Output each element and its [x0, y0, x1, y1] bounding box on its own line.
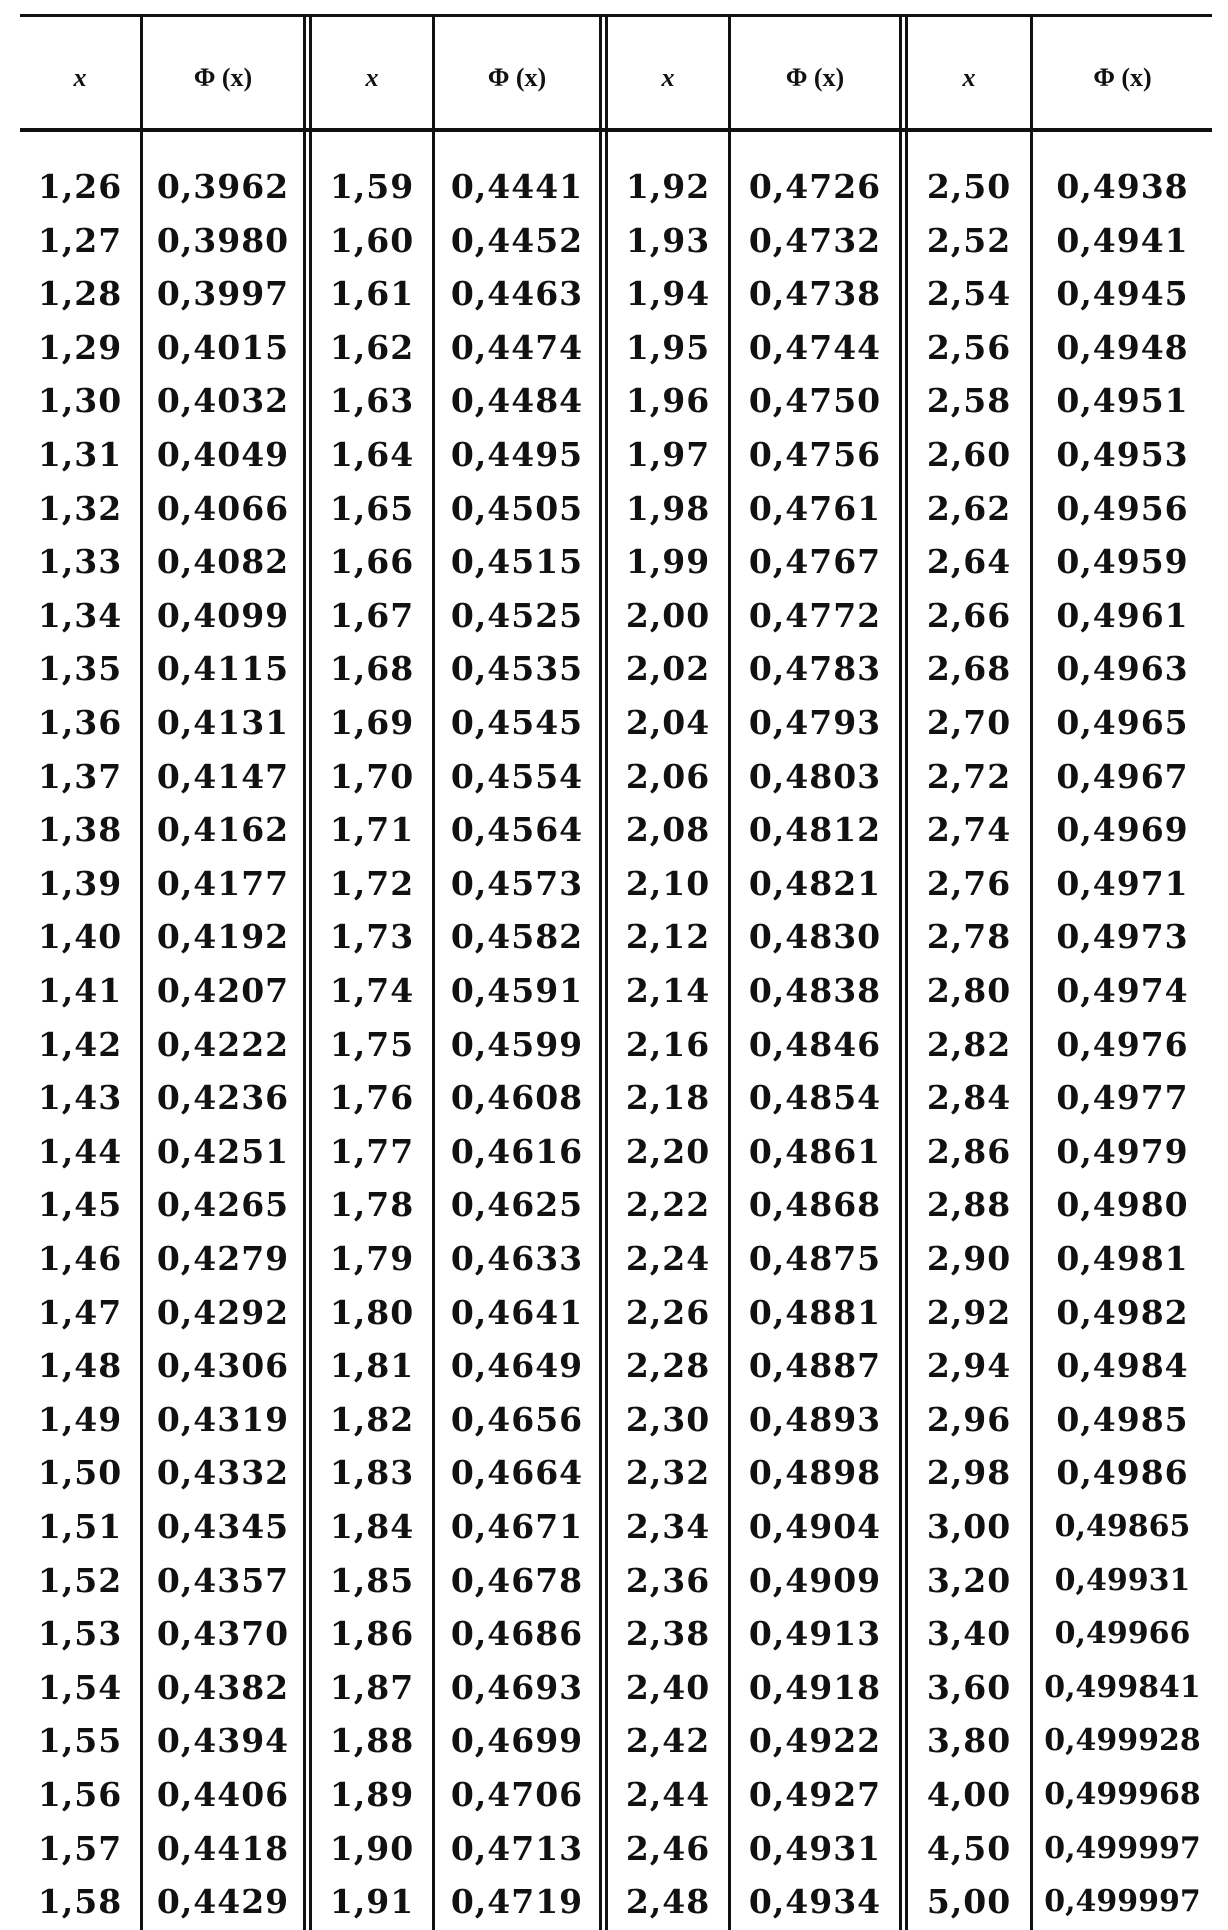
- phi-value-cell: 0,499997: [1044, 1884, 1201, 1920]
- phi-value-cell: 0,4971: [1056, 863, 1189, 903]
- phi-value-cell: 0,4319: [156, 1399, 290, 1439]
- phi-value-cell: 0,4861: [748, 1131, 882, 1171]
- phi-value-cell: 0,4177: [156, 863, 290, 903]
- x-value-cell: 2,78: [926, 917, 1012, 957]
- x-value-cell: 3,20: [926, 1560, 1012, 1600]
- x-value-cell: 2,36: [625, 1560, 711, 1600]
- x-value-cell: 2,40: [625, 1667, 711, 1707]
- phi-value-cell: 0,4671: [450, 1507, 584, 1546]
- x-value-cell: 1,37: [37, 756, 123, 796]
- phi-value-cell: 0,4394: [156, 1721, 290, 1761]
- x-value-cell: 1,96: [625, 381, 711, 421]
- x-value-cell: 2,38: [625, 1614, 711, 1654]
- phi-value-cell: 0,4608: [450, 1078, 584, 1118]
- x-value-cell: 1,70: [329, 756, 415, 796]
- phi-value-cell: 0,4887: [748, 1346, 882, 1386]
- x-value-cell: 2,20: [625, 1131, 711, 1171]
- phi-value-cell: 0,4649: [450, 1346, 584, 1386]
- phi-value-cell: 0,4713: [450, 1828, 584, 1868]
- phi-value-cell: 0,4564: [450, 810, 584, 850]
- phi-value-cell: 0,49966: [1054, 1616, 1191, 1652]
- x-value-cell: 1,46: [37, 1239, 123, 1278]
- x-value-cell: 1,27: [37, 220, 123, 260]
- x-value-cell: 1,36: [37, 703, 123, 742]
- phi-value-cell: 0,4982: [1056, 1292, 1189, 1332]
- phi-value-cell: 0,4969: [1056, 810, 1189, 850]
- phi-value-cell: 0,4934: [748, 1882, 882, 1922]
- x-value-cell: 1,32: [37, 488, 123, 528]
- header-phi: Φ (x): [1093, 63, 1152, 92]
- phi-value-cell: 0,4719: [450, 1882, 584, 1922]
- phi-value-cell: 0,4904: [748, 1507, 882, 1546]
- phi-value-cell: 0,4545: [450, 703, 584, 742]
- x-value-cell: 1,86: [329, 1614, 415, 1654]
- phi-value-cell: 0,4854: [748, 1078, 882, 1118]
- phi-value-cell: 0,4744: [748, 327, 882, 367]
- x-value-cell: 1,66: [329, 542, 415, 582]
- x-value-cell: 1,78: [329, 1185, 415, 1225]
- phi-value-cell: 0,4948: [1056, 327, 1189, 367]
- phi-value-cell: 0,4976: [1056, 1024, 1189, 1064]
- x-value-cell: 1,94: [625, 274, 711, 314]
- phi-value-cell: 0,4082: [156, 542, 290, 582]
- x-value-cell: 1,83: [329, 1453, 415, 1493]
- x-value-cell: 2,16: [625, 1024, 711, 1064]
- x-value-cell: 1,64: [329, 435, 415, 474]
- x-value-cell: 1,31: [37, 435, 123, 474]
- phi-value-cell: 0,4131: [156, 703, 290, 742]
- phi-value-cell: 0,4951: [1056, 381, 1189, 421]
- phi-value-cell: 0,4732: [748, 220, 882, 260]
- x-value-cell: 1,89: [329, 1775, 415, 1814]
- x-value-cell: 4,00: [926, 1775, 1012, 1814]
- x-value-cell: 1,48: [37, 1346, 123, 1386]
- phi-value-cell: 0,4893: [748, 1399, 882, 1439]
- x-value-cell: 2,44: [625, 1775, 711, 1814]
- phi-value-cell: 0,4382: [156, 1667, 290, 1707]
- phi-value-cell: 0,4236: [156, 1078, 290, 1118]
- x-value-cell: 1,41: [37, 971, 123, 1010]
- x-value-cell: 2,70: [926, 703, 1012, 742]
- header-phi: Φ (x): [193, 63, 253, 92]
- x-value-cell: 1,69: [329, 703, 415, 742]
- x-value-cell: 2,02: [625, 649, 711, 689]
- phi-value-cell: 0,4265: [156, 1185, 290, 1225]
- phi-value-cell: 0,4918: [748, 1667, 882, 1707]
- top-rule: [20, 14, 1212, 17]
- x-value-cell: 1,58: [37, 1882, 123, 1922]
- x-value-cell: 5,00: [926, 1882, 1012, 1922]
- x-value-cell: 2,68: [926, 649, 1012, 689]
- phi-value-cell: 0,4345: [156, 1507, 290, 1546]
- x-value-cell: 2,00: [625, 595, 711, 635]
- phi-value-cell: 0,4793: [748, 703, 882, 742]
- x-value-cell: 3,80: [926, 1721, 1012, 1761]
- phi-value-cell: 0,4838: [748, 971, 882, 1010]
- x-value-cell: 2,22: [625, 1185, 711, 1225]
- x-value-cell: 1,98: [625, 488, 711, 528]
- phi-value-cell: 0,4525: [450, 595, 584, 635]
- x-value-cell: 1,34: [37, 595, 123, 635]
- phi-value-cell: 0,4699: [450, 1721, 584, 1761]
- x-value-cell: 1,65: [329, 488, 415, 528]
- x-value-cell: 1,61: [329, 274, 415, 314]
- x-value-cell: 1,45: [37, 1185, 123, 1225]
- x-value-cell: 2,08: [625, 810, 711, 850]
- x-value-cell: 1,84: [329, 1507, 415, 1546]
- phi-value-cell: 0,49865: [1054, 1509, 1191, 1544]
- phi-value-cell: 0,4977: [1056, 1078, 1189, 1118]
- header-x: x: [962, 63, 976, 92]
- phi-value-cell: 0,4279: [156, 1239, 290, 1278]
- x-value-cell: 1,44: [37, 1131, 123, 1171]
- x-value-cell: 2,80: [926, 971, 1012, 1010]
- phi-value-cell: 0,4066: [156, 488, 290, 528]
- phi-value-cell: 0,4821: [748, 863, 882, 903]
- phi-value-cell: 0,4357: [156, 1560, 290, 1600]
- x-value-cell: 1,57: [37, 1828, 123, 1868]
- group-divider: [899, 16, 902, 1930]
- phi-value-cell: 0,4693: [450, 1667, 584, 1707]
- x-value-cell: 2,58: [926, 381, 1012, 421]
- x-value-cell: 1,71: [329, 810, 415, 850]
- phi-value-cell: 0,4881: [748, 1292, 882, 1332]
- x-value-cell: 2,12: [625, 917, 711, 957]
- phi-value-cell: 0,4875: [748, 1239, 882, 1278]
- phi-value-cell: 0,4945: [1056, 274, 1189, 314]
- x-value-cell: 1,42: [37, 1024, 123, 1064]
- x-value-cell: 1,28: [37, 274, 123, 314]
- x-value-cell: 1,79: [329, 1239, 415, 1278]
- phi-value-cell: 0,4664: [450, 1453, 584, 1493]
- phi-value-cell: 0,4032: [156, 381, 290, 421]
- phi-value-cell: 0,4767: [748, 542, 882, 582]
- phi-value-cell: 0,4868: [748, 1185, 882, 1225]
- phi-value-cell: 0,4959: [1056, 542, 1189, 582]
- x-value-cell: 2,82: [926, 1024, 1012, 1064]
- phi-value-cell: 0,4429: [156, 1882, 290, 1922]
- x-value-cell: 1,67: [329, 595, 415, 635]
- x-value-cell: 1,81: [329, 1346, 415, 1386]
- phi-value-cell: 0,4973: [1056, 917, 1189, 957]
- phi-value-cell: 0,4726: [748, 167, 882, 206]
- group-divider: [303, 16, 306, 1930]
- phi-value-cell: 0,4505: [450, 488, 584, 528]
- x-value-cell: 2,18: [625, 1078, 711, 1118]
- phi-value-cell: 0,4783: [748, 649, 882, 689]
- x-value-cell: 2,60: [926, 435, 1012, 474]
- phi-value-cell: 0,4463: [450, 274, 584, 314]
- phi-value-cell: 0,4207: [156, 971, 290, 1010]
- phi-value-cell: 0,4306: [156, 1346, 290, 1386]
- phi-value-cell: 0,4967: [1056, 756, 1189, 796]
- x-value-cell: 2,92: [926, 1292, 1012, 1332]
- phi-value-cell: 0,4750: [748, 381, 882, 421]
- phi-value-cell: 0,4981: [1056, 1239, 1189, 1278]
- x-value-cell: 1,52: [37, 1560, 123, 1600]
- x-value-cell: 1,63: [329, 381, 415, 421]
- x-value-cell: 1,72: [329, 863, 415, 903]
- phi-value-cell: 0,4633: [450, 1239, 584, 1278]
- x-value-cell: 2,34: [625, 1507, 711, 1546]
- x-value-cell: 2,72: [926, 756, 1012, 796]
- header-phi: Φ (x): [785, 63, 845, 92]
- x-value-cell: 1,75: [329, 1024, 415, 1064]
- phi-value-cell: 0,4115: [156, 649, 290, 689]
- phi-value-cell: 0,4332: [156, 1453, 290, 1493]
- x-value-cell: 1,40: [37, 917, 123, 957]
- x-value-cell: 1,60: [329, 220, 415, 260]
- phi-value-cell: 0,4965: [1056, 703, 1189, 742]
- phi-value-cell: 0,3962: [156, 167, 290, 206]
- phi-value-cell: 0,499928: [1044, 1723, 1201, 1759]
- phi-value-cell: 0,4922: [748, 1721, 882, 1761]
- phi-value-cell: 0,4913: [748, 1614, 882, 1654]
- header-x: x: [661, 63, 675, 92]
- phi-value-cell: 0,4686: [450, 1614, 584, 1654]
- phi-value-cell: 0,4515: [450, 542, 584, 582]
- phi-value-cell: 0,4953: [1056, 435, 1189, 474]
- phi-value-cell: 0,4738: [748, 274, 882, 314]
- phi-value-cell: 0,4961: [1056, 595, 1189, 635]
- phi-value-cell: 0,4582: [450, 917, 584, 957]
- phi-value-cell: 0,4495: [450, 435, 584, 474]
- x-value-cell: 1,43: [37, 1078, 123, 1118]
- phi-value-cell: 0,4898: [748, 1453, 882, 1493]
- phi-value-cell: 0,4941: [1056, 220, 1189, 260]
- phi-value-cell: 0,499997: [1044, 1830, 1201, 1866]
- x-value-cell: 1,38: [37, 810, 123, 850]
- phi-value-cell: 0,4147: [156, 756, 290, 796]
- x-value-cell: 1,33: [37, 542, 123, 582]
- phi-value-cell: 0,4956: [1056, 488, 1189, 528]
- x-value-cell: 1,80: [329, 1292, 415, 1332]
- phi-value-cell: 0,3997: [156, 274, 290, 314]
- phi-value-cell: 0,4099: [156, 595, 290, 635]
- x-value-cell: 1,53: [37, 1614, 123, 1654]
- x-value-cell: 1,49: [37, 1399, 123, 1439]
- phi-value-cell: 0,4985: [1056, 1399, 1189, 1439]
- x-value-cell: 2,76: [926, 863, 1012, 903]
- x-value-cell: 2,74: [926, 810, 1012, 850]
- phi-value-cell: 0,4015: [156, 327, 290, 367]
- phi-value-cell: 0,4406: [156, 1775, 290, 1814]
- phi-value-cell: 0,4931: [748, 1828, 882, 1868]
- phi-value-cell: 0,4846: [748, 1024, 882, 1064]
- x-value-cell: 2,66: [926, 595, 1012, 635]
- x-value-cell: 1,56: [37, 1775, 123, 1814]
- phi-value-cell: 0,4049: [156, 435, 290, 474]
- phi-value-cell: 0,4984: [1056, 1346, 1189, 1386]
- phi-value-cell: 0,4418: [156, 1828, 290, 1868]
- x-value-cell: 1,55: [37, 1721, 123, 1761]
- phi-value-cell: 0,4441: [450, 167, 584, 206]
- phi-value-cell: 0,4452: [450, 220, 584, 260]
- x-value-cell: 2,88: [926, 1185, 1012, 1225]
- phi-value-cell: 0,4591: [450, 971, 584, 1010]
- phi-value-cell: 0,4772: [748, 595, 882, 635]
- x-value-cell: 2,48: [625, 1882, 711, 1922]
- header-rule: [20, 128, 1212, 132]
- phi-value-cell: 0,4474: [450, 327, 584, 367]
- header-x: x: [73, 63, 87, 92]
- x-value-cell: 1,30: [37, 381, 123, 421]
- phi-value-cell: 0,3980: [156, 220, 290, 260]
- x-value-cell: 2,54: [926, 274, 1012, 314]
- phi-value-cell: 0,4974: [1056, 971, 1189, 1010]
- x-value-cell: 2,84: [926, 1078, 1012, 1118]
- x-value-cell: 3,60: [926, 1667, 1012, 1707]
- group-divider: [599, 16, 602, 1930]
- phi-value-cell: 0,4678: [450, 1560, 584, 1600]
- x-value-cell: 1,35: [37, 649, 123, 689]
- x-value-cell: 2,52: [926, 220, 1012, 260]
- x-value-cell: 1,91: [329, 1882, 415, 1922]
- x-value-cell: 1,54: [37, 1667, 123, 1707]
- phi-value-cell: 0,4370: [156, 1614, 290, 1654]
- x-value-cell: 2,50: [926, 167, 1012, 206]
- phi-value-cell: 0,4909: [748, 1560, 882, 1600]
- phi-value-cell: 0,4927: [748, 1775, 882, 1814]
- phi-value-cell: 0,4616: [450, 1131, 584, 1171]
- x-value-cell: 2,94: [926, 1346, 1012, 1386]
- x-value-cell: 1,51: [37, 1507, 123, 1546]
- phi-value-cell: 0,4761: [748, 488, 882, 528]
- x-value-cell: 1,50: [37, 1453, 123, 1493]
- x-value-cell: 2,14: [625, 971, 711, 1010]
- x-value-cell: 2,46: [625, 1828, 711, 1868]
- phi-value-cell: 0,4812: [748, 810, 882, 850]
- x-value-cell: 2,10: [625, 863, 711, 903]
- x-value-cell: 1,93: [625, 220, 711, 260]
- header-phi: Φ (x): [487, 63, 547, 92]
- x-value-cell: 1,68: [329, 649, 415, 689]
- x-value-cell: 1,85: [329, 1560, 415, 1600]
- phi-value-cell: 0,4222: [156, 1024, 290, 1064]
- x-value-cell: 2,42: [625, 1721, 711, 1761]
- phi-value-cell: 0,49931: [1054, 1562, 1191, 1598]
- x-value-cell: 1,39: [37, 863, 123, 903]
- x-value-cell: 1,90: [329, 1828, 415, 1868]
- x-value-cell: 2,26: [625, 1292, 711, 1332]
- phi-value-cell: 0,499841: [1044, 1669, 1201, 1705]
- x-value-cell: 1,92: [625, 167, 711, 206]
- phi-value-cell: 0,4599: [450, 1024, 584, 1064]
- x-value-cell: 2,30: [625, 1399, 711, 1439]
- x-value-cell: 1,59: [329, 167, 415, 206]
- phi-value-cell: 0,4535: [450, 649, 584, 689]
- phi-value-cell: 0,4484: [450, 381, 584, 421]
- x-value-cell: 1,95: [625, 327, 711, 367]
- phi-value-cell: 0,4938: [1056, 167, 1189, 206]
- phi-value-cell: 0,499968: [1044, 1777, 1201, 1812]
- x-value-cell: 1,77: [329, 1131, 415, 1171]
- x-value-cell: 1,87: [329, 1667, 415, 1707]
- x-value-cell: 2,04: [625, 703, 711, 742]
- x-value-cell: 1,76: [329, 1078, 415, 1118]
- header-x: x: [365, 63, 379, 92]
- x-value-cell: 2,90: [926, 1239, 1012, 1278]
- x-value-cell: 1,97: [625, 435, 711, 474]
- x-value-cell: 4,50: [926, 1828, 1012, 1868]
- x-value-cell: 2,86: [926, 1131, 1012, 1171]
- x-value-cell: 2,32: [625, 1453, 711, 1493]
- phi-value-cell: 0,4292: [156, 1292, 290, 1332]
- x-value-cell: 2,98: [926, 1453, 1012, 1493]
- x-value-cell: 1,82: [329, 1399, 415, 1439]
- phi-value-cell: 0,4192: [156, 917, 290, 957]
- phi-value-cell: 0,4641: [450, 1292, 584, 1332]
- phi-value-cell: 0,4554: [450, 756, 584, 796]
- x-value-cell: 1,47: [37, 1292, 123, 1332]
- phi-value-cell: 0,4162: [156, 810, 290, 850]
- phi-value-cell: 0,4573: [450, 863, 584, 903]
- x-value-cell: 1,99: [625, 542, 711, 582]
- x-value-cell: 2,56: [926, 327, 1012, 367]
- phi-value-cell: 0,4979: [1056, 1131, 1189, 1171]
- x-value-cell: 1,74: [329, 971, 415, 1010]
- x-value-cell: 2,28: [625, 1346, 711, 1386]
- phi-value-cell: 0,4803: [748, 756, 882, 796]
- phi-value-cell: 0,4980: [1056, 1185, 1189, 1225]
- phi-value-cell: 0,4625: [450, 1185, 584, 1225]
- x-value-cell: 3,40: [926, 1614, 1012, 1654]
- x-value-cell: 2,64: [926, 542, 1012, 582]
- x-value-cell: 1,62: [329, 327, 415, 367]
- phi-value-cell: 0,4656: [450, 1399, 584, 1439]
- phi-value-cell: 0,4986: [1056, 1453, 1189, 1493]
- x-value-cell: 1,29: [37, 327, 123, 367]
- x-value-cell: 1,26: [37, 167, 123, 206]
- phi-value-cell: 0,4830: [748, 917, 882, 957]
- phi-value-cell: 0,4756: [748, 435, 882, 474]
- x-value-cell: 2,62: [926, 488, 1012, 528]
- x-value-cell: 2,96: [926, 1399, 1012, 1439]
- x-value-cell: 2,24: [625, 1239, 711, 1278]
- x-value-cell: 1,73: [329, 917, 415, 957]
- phi-value-cell: 0,4251: [156, 1131, 290, 1171]
- x-value-cell: 3,00: [926, 1507, 1012, 1546]
- phi-value-cell: 0,4963: [1056, 649, 1189, 689]
- phi-value-cell: 0,4706: [450, 1775, 584, 1814]
- x-value-cell: 1,88: [329, 1721, 415, 1761]
- x-value-cell: 2,06: [625, 756, 711, 796]
